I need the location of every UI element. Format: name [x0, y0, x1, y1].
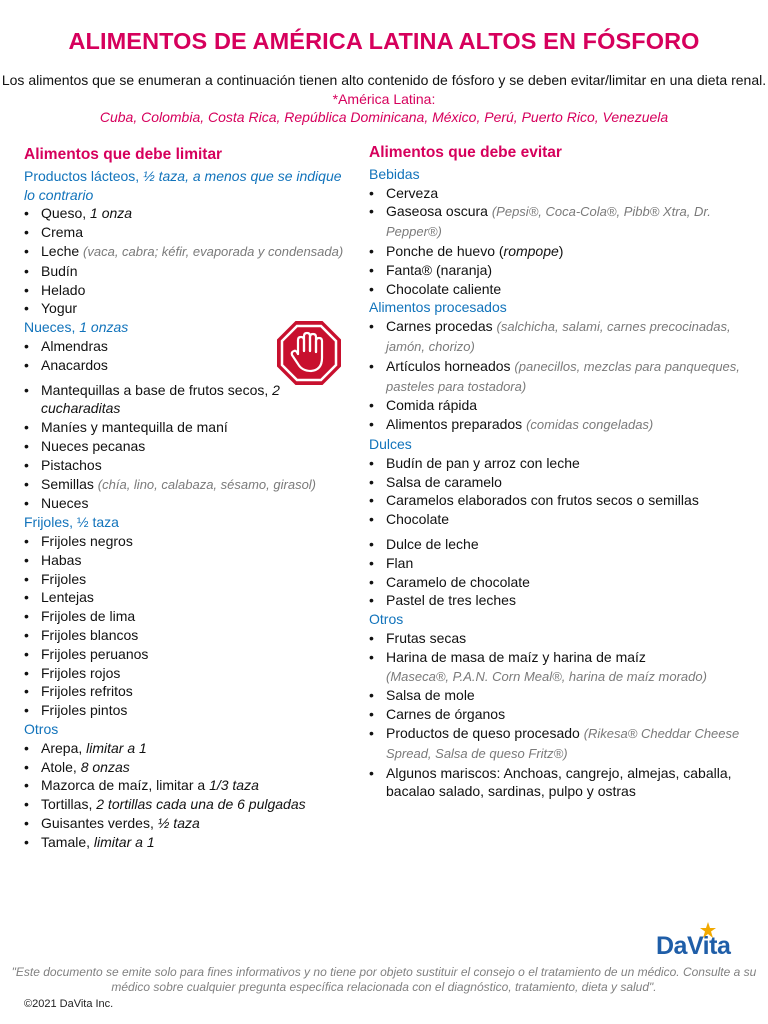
list-item: • Artículos horneados (panecillos, mezclas para panqueques, pasteles para tostadora) [369, 357, 749, 397]
drinks-subheading: Bebidas [369, 165, 420, 182]
list-item: • Caramelos elaborados con frutos secos o semillas [369, 491, 749, 510]
list-item: • Chocolate [369, 510, 749, 529]
dairy-list [24, 204, 354, 318]
disclaimer: "Este documento se emite solo para fines informativos y no tiene por objeto sustituir el consejo o el tratamiento de un médico. Consulte a su médico sobre cualquier pregunta específica relacionada con el diagnóstico, tratamiento, dieta y salud". [11, 965, 757, 994]
list-item: • Almendras [24, 337, 354, 356]
list-item: • Crema [24, 223, 354, 242]
dairy-label: Productos lácteos, [24, 167, 140, 184]
list-item: • Tamale, limitar a 1 [24, 833, 354, 852]
limit-others-subheading: Otros [24, 720, 59, 737]
stop-hand-icon [276, 320, 342, 386]
list-item: • Frijoles blancos [24, 626, 354, 645]
copyright: ©2021 DaVita Inc. [24, 998, 114, 1010]
list-item: • Mantequillas a base de frutos secos, 2 cucharaditas [24, 381, 354, 419]
list-item: • Semillas (chía, lino, calabaza, sésamo, girasol) [24, 475, 354, 495]
list-item: • Comida rápida [369, 396, 749, 415]
avoid-others-list [369, 629, 749, 801]
list-item: • Mazorca de maíz, limitar a 1/3 taza [24, 776, 354, 795]
drinks-list [369, 184, 749, 299]
list-item: • Budín de pan y arroz con leche [369, 454, 749, 473]
list-item: • Tortillas, 2 tortillas cada una de 6 pulgadas [24, 795, 354, 814]
list-item: • Flan [369, 554, 749, 573]
page-title: ALIMENTOS DE AMÉRICA LATINA ALTOS EN FÓSFORO [68, 28, 700, 54]
list-item: • Frijoles de lima [24, 607, 354, 626]
list-item: • Frijoles pintos [24, 701, 354, 720]
beans-subheading: Frijoles, ½ taza [24, 514, 119, 531]
list-item: • Harina de masa de maíz y harina de maíz (Maseca®, P.A.N. Corn Meal®, harina de maíz morado) [369, 648, 749, 687]
processed-list [369, 317, 749, 435]
list-item: • Salsa de mole [369, 686, 749, 705]
beans-list [24, 532, 354, 720]
list-item: • Lentejas [24, 588, 354, 607]
sweets-list [369, 454, 749, 610]
intro-paragraph [0, 71, 768, 127]
list-item: • Atole, 8 onzas [24, 758, 354, 777]
avoid-others-subheading: Otros [369, 611, 404, 628]
star-icon [700, 922, 716, 938]
dairy-subheading [24, 167, 354, 205]
list-item: • Frijoles [24, 570, 354, 589]
sweets-subheading: Dulces [369, 435, 412, 452]
davita-logo: DaVita [656, 932, 731, 960]
list-item: • Leche (vaca, cabra; kéfir, evaporada y condensada) [24, 242, 354, 262]
list-item: • Frutas secas [369, 629, 749, 648]
list-item: • Queso, 1 onza [24, 204, 354, 223]
avoid-heading: Alimentos que debe evitar [369, 144, 562, 161]
list-item: • Productos de queso procesado (Rikesa® Cheddar Cheese Spread, Salsa de queso Fritz®) [369, 724, 749, 764]
list-item: • Maníes y mantequilla de maní [24, 418, 354, 437]
list-item: • Carnes de órganos [369, 705, 749, 724]
list-item: • Cerveza [369, 184, 749, 203]
list-item: • Carnes procedas (salchicha, salami, carnes precocinadas, jamón, chorizo) [369, 317, 749, 357]
list-item: • Frijoles refritos [24, 682, 354, 701]
list-item: • Helado [24, 281, 354, 300]
nuts-subheading: Nueces, 1 onzas [24, 319, 129, 336]
list-item: • Ponche de huevo (rompope) [369, 242, 749, 261]
intro-text: Los alimentos que se enumeran a continuación tienen alto contenido de fósforo y se deben evitar/limitar en una dieta renal. [1, 72, 767, 88]
list-item: • Gaseosa oscura (Pepsi®, Coca-Cola®, Pibb® Xtra, Dr. Pepper®) [369, 202, 749, 242]
list-item: • Algunos mariscos: Anchoas, cangrejo, almejas, caballa, bacalao salado, sardinas, pulpo y ostras [369, 764, 749, 802]
list-item: • Fanta® (naranja) [369, 261, 749, 280]
list-item: • Anacardos [24, 356, 354, 375]
list-item: • Yogur [24, 299, 354, 318]
countries-list: Cuba, Colombia, Costa Rica, República Dominicana, México, Perú, Puerto Rico, Venezuela [99, 109, 669, 125]
processed-subheading: Alimentos procesados [369, 299, 507, 316]
dairy-note: ½ taza, a menos que se indique lo contrario [24, 167, 342, 203]
avoid-column [369, 144, 749, 801]
list-item: • Pistachos [24, 456, 354, 475]
limit-column [24, 146, 354, 851]
list-item: • Frijoles negros [24, 532, 354, 551]
list-item: • Alimentos preparados (comidas congeladas) [369, 415, 749, 435]
list-item: • Nueces pecanas [24, 437, 354, 456]
list-item: • Chocolate caliente [369, 280, 749, 299]
list-item: • Frijoles peruanos [24, 645, 354, 664]
list-item: • Guisantes verdes, ½ taza [24, 814, 354, 833]
list-item: • Caramelo de chocolate [369, 573, 749, 592]
limit-heading: Alimentos que debe limitar [24, 146, 223, 163]
list-item: • Nueces [24, 494, 354, 513]
list-item: • Pastel de tres leches [369, 591, 749, 610]
list-item: • Arepa, limitar a 1 [24, 739, 354, 758]
list-item: • Frijoles rojos [24, 664, 354, 683]
list-item: • Budín [24, 262, 354, 281]
list-item: • Dulce de leche [369, 535, 749, 554]
limit-others-list [24, 739, 354, 852]
intro-highlight: *América Latina: [332, 90, 436, 107]
list-item: • Salsa de caramelo [369, 473, 749, 492]
list-item: • Habas [24, 551, 354, 570]
